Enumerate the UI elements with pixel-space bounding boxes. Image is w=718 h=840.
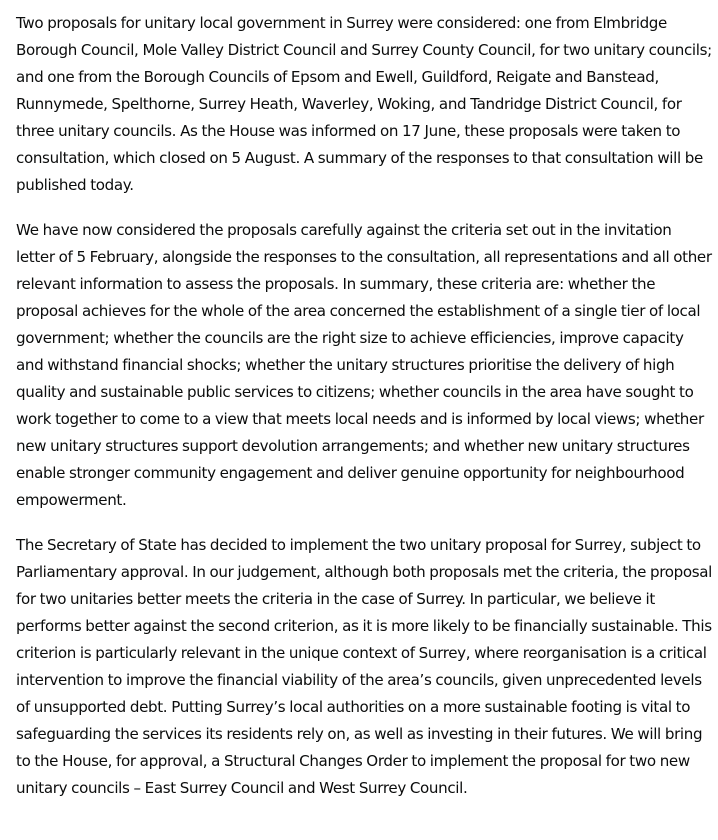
paragraph-proposals-considered: Two proposals for unitary local government in Surrey were considered: one from Elmbridge Borough Council, Mole Valley District Council and Surrey County Council, for two unitary councils; and one from the Borough Councils of Epsom and Ewell, Guildford, Reigate and Banstead, Runnymede, Spelthorne, Surrey Heath, Waverley, Woking, and Tandridge District Council, for three unitary councils. As the House was informed on 17 June, these proposals were taken to consultation, which closed on 5 August. A summary of the responses to that consultation will be published today. — [16, 14, 712, 194]
document-body — [16, 10, 714, 820]
paragraph-criteria-assessment: We have now considered the proposals carefully against the criteria set out in the invitation letter of 5 February, alongside the responses to the consultation, all representations and all other relevant information to assess the proposals. In summary, these criteria are: whether the proposal achieves for the whole of the area concerned the establishment of a single tier of local government; whether the councils are the right size to achieve efficiencies, improve capacity and withstand financial shocks; whether the unitary structures prioritise the delivery of high quality and sustainable public services to citizens; whether councils in the area have sought to work together to come to a view that meets local needs and is informed by local views; whether new unitary structures support devolution arrangements; and whether new unitary structures enable stronger community engagement and deliver genuine opportunity for neighbourhood empowerment. — [16, 221, 712, 509]
paragraph-decision: The Secretary of State has decided to implement the two unitary proposal for Surrey, subject to Parliamentary approval. In our judgement, although both proposals met the criteria, the proposal for two unitaries better meets the criteria in the case of Surrey. In particular, we believe it performs better against the second criterion, as it is more likely to be financially sustainable. This criterion is particularly relevant in the unique context of Surrey, where reorganisation is a critical intervention to improve the financial viability of the area’s councils, given unprecedented levels of unsupported debt. Putting Surrey’s local authorities on a more sustainable footing is vital to safeguarding the services its residents rely on, as well as investing in their futures. We will bring to the House, for approval, a Structural Changes Order to implement the proposal for two new unitary councils – East Surrey Council and West Surrey Council. — [16, 536, 713, 797]
